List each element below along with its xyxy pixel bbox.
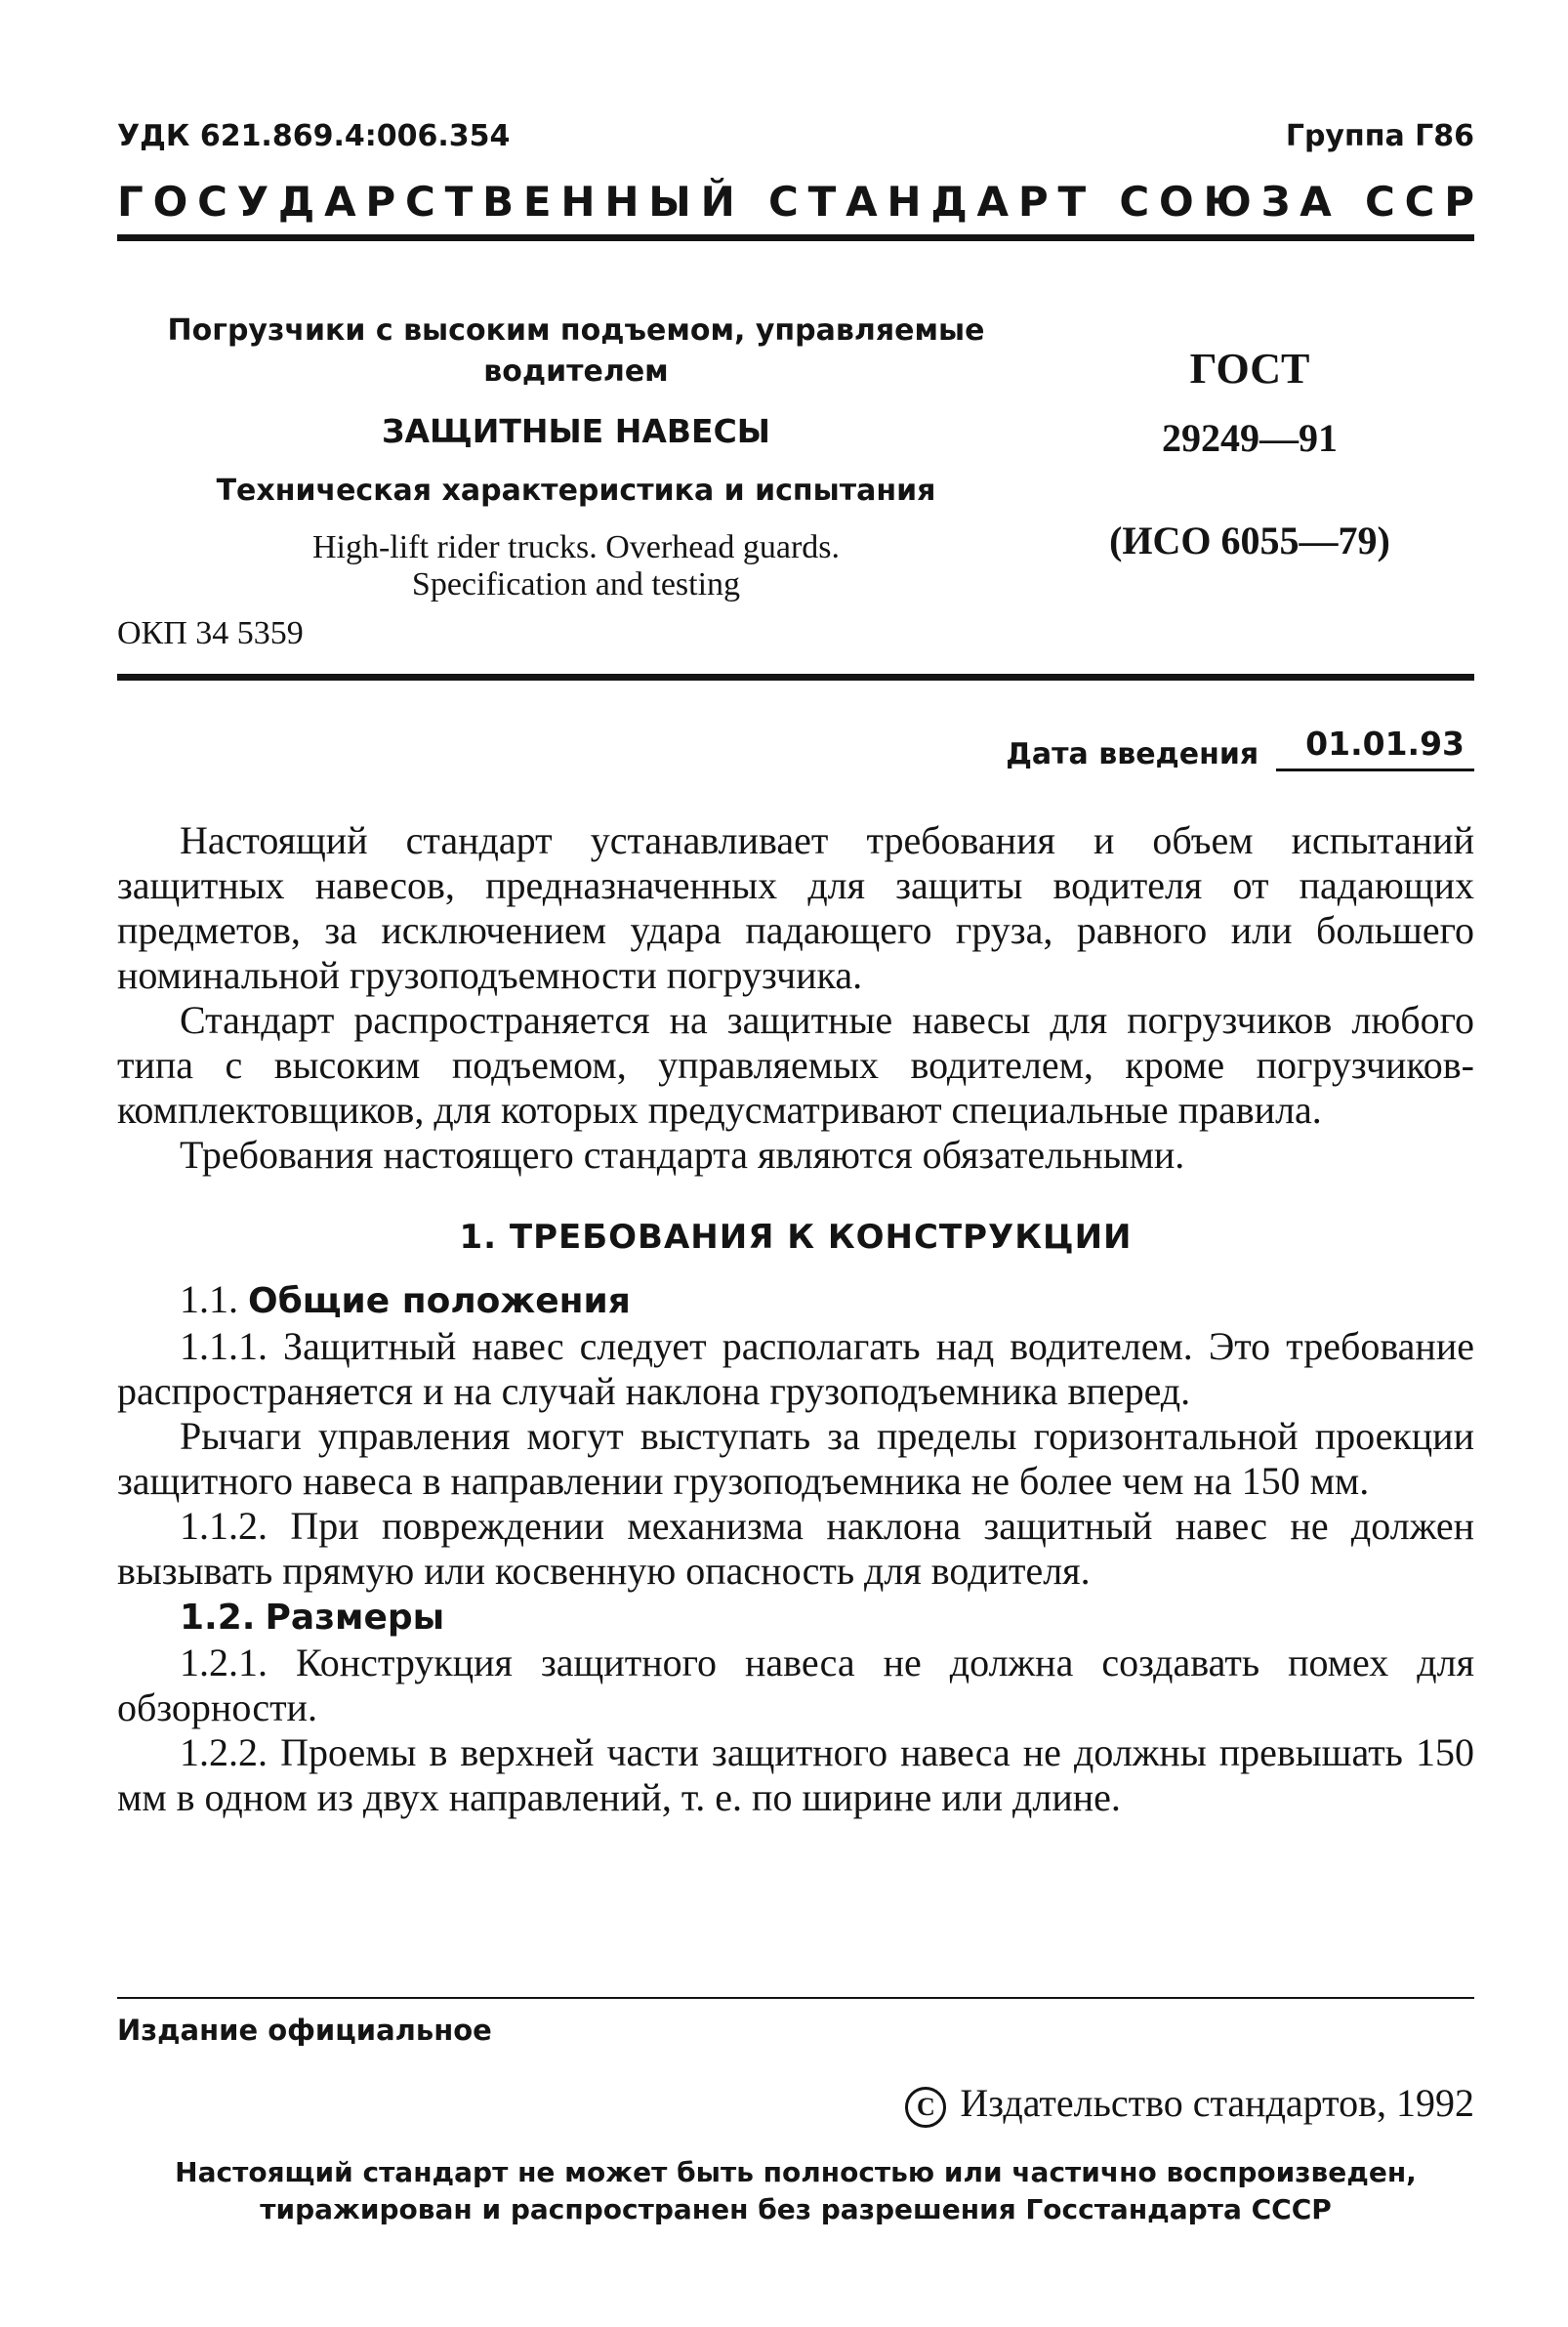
header-rule: [117, 234, 1474, 241]
group-code: Группа Г86: [1285, 119, 1474, 153]
edition-label: Издание официальное: [117, 2014, 492, 2047]
state-standard-letter: В: [482, 178, 515, 226]
state-standard-letter: Т: [807, 178, 837, 226]
state-standard-heading: [117, 178, 1474, 226]
subsection-heading-general: [117, 1277, 1474, 1324]
footer-rule: [117, 1997, 1474, 1999]
okp-code: ОКП 34 5359: [117, 615, 304, 651]
clause-1-1-1-continuation: Рычаги управления могут выступать за пределы горизонтальной проекции защитного навеса в направлении грузоподъемника не более чем на 150 мм.: [117, 1414, 1474, 1503]
copyright-icon: C: [905, 2087, 946, 2128]
state-standard-letter: [745, 178, 760, 226]
state-standard-letter: Й: [700, 178, 735, 226]
title-english-line-1: High-lift rider trucks. Overhead guards.: [311, 529, 841, 565]
title-line-1: Погрузчики с высоким подъемом, управляемые: [167, 313, 985, 348]
notice-line-2: тиражирован и распространен без разрешения Госстандарта СССР: [260, 2193, 1332, 2225]
title-block: [156, 311, 996, 603]
state-standard-letter: Т: [1057, 178, 1087, 226]
state-standard-letter: [1095, 178, 1110, 226]
state-standard-letter: А: [324, 178, 356, 226]
title-rule: [117, 674, 1474, 681]
document-body: [117, 818, 1474, 1820]
title-uppercase: ЗАЩИТНЫЕ НАВЕСЫ: [382, 412, 770, 450]
state-standard-letter: С: [1404, 178, 1435, 226]
clause-1-2-2: 1.2.2. Проемы в верхней части защитного навеса не должны превышать 150 мм в одном из двух направлений, т. е. по ширине или длине.: [117, 1730, 1474, 1819]
gost-number: 29249—91: [1162, 416, 1338, 460]
date-value: 01.01.93: [1276, 725, 1474, 771]
state-standard-letter: С: [1364, 178, 1395, 226]
title-line-2: водителем: [483, 354, 669, 389]
title-subtitle: Техническая характеристика и испытания: [216, 474, 936, 508]
state-standard-letter: С: [405, 178, 435, 226]
subsection-title: Размеры: [265, 1598, 445, 1638]
state-standard-letter: А: [976, 178, 1010, 226]
gost-block: [1084, 344, 1416, 563]
subsection-title: Общие положения: [248, 1281, 631, 1321]
state-standard-letter: Р: [1017, 178, 1049, 226]
title-english-line-2: Specification and testing: [411, 566, 741, 603]
state-standard-letter: Р: [365, 178, 396, 226]
gost-label: ГОСТ: [1189, 345, 1310, 393]
udk-code: УДК 621.869.4:006.354: [117, 119, 511, 153]
state-standard-letter: С: [197, 178, 227, 226]
clause-1-2-1: 1.2.1. Конструкция защитного навеса не должна создавать помех для обзорности.: [117, 1641, 1474, 1729]
state-standard-letter: О: [1158, 178, 1194, 226]
state-standard-letter: А: [846, 178, 878, 226]
introduction-date: [1006, 725, 1474, 771]
intro-paragraph-3: Требования настоящего стандарта являются обязательными.: [180, 1133, 1185, 1177]
state-standard-letter: Т: [444, 178, 474, 226]
state-standard-letter: Н: [887, 178, 922, 226]
state-standard-letter: С: [768, 178, 799, 226]
copyright-line: [905, 2080, 1474, 2128]
state-standard-letter: Е: [522, 178, 552, 226]
state-standard-letter: Г: [117, 178, 144, 226]
state-standard-letter: Ы: [648, 178, 691, 226]
state-standard-letter: С: [1119, 178, 1150, 226]
state-standard-letter: Р: [1444, 178, 1474, 226]
state-standard-letter: А: [1300, 178, 1332, 226]
state-standard-letter: О: [152, 178, 188, 226]
clause-1-1-2: 1.1.2. При повреждении механизма наклона защитный навес не должен вызывать прямую или косвенную опасность для водителя.: [117, 1504, 1474, 1593]
state-standard-letter: Н: [560, 178, 596, 226]
subsection-heading-dimensions: [117, 1594, 1474, 1641]
title-english: [156, 529, 996, 603]
reproduction-notice: [107, 2154, 1484, 2228]
title-russian: [156, 311, 996, 393]
state-standard-letter: [1341, 178, 1356, 226]
date-label: Дата введения: [1006, 737, 1259, 771]
iso-reference: (ИСО 6055—79): [1109, 519, 1390, 562]
notice-line-1: Настоящий стандарт не может быть полностью или частично воспроизведен,: [175, 2156, 1417, 2188]
intro-paragraph-2: Стандарт распространяется на защитные навесы для погрузчиков любого типа с высоким подъемом, управляемых водителем, кроме погрузчиков-комплектовщиков, для которых предусматривают специальные правила.: [117, 998, 1474, 1132]
subsection-number: 1.1.: [180, 1277, 238, 1321]
clause-1-1-1: 1.1.1. Защитный навес следует располагать над водителем. Это требование распространяется и на случай наклона грузоподъемника вперед.: [117, 1324, 1474, 1413]
copyright-text: Издательство стандартов, 1992: [960, 2081, 1474, 2125]
state-standard-letter: Д: [277, 178, 315, 226]
state-standard-letter: Ю: [1203, 178, 1252, 226]
state-standard-letter: У: [236, 178, 269, 226]
state-standard-letter: Д: [930, 178, 968, 226]
subsection-number: 1.2.: [180, 1598, 256, 1638]
section-title: 1. ТРЕБОВАНИЯ К КОНСТРУКЦИИ: [459, 1218, 1133, 1257]
state-standard-letter: Н: [604, 178, 640, 226]
state-standard-letter: З: [1260, 178, 1291, 226]
intro-paragraph-1: Настоящий стандарт устанавливает требования и объем испытаний защитных навесов, предназначенных для защиты водителя от падающих предметов, за исключением удара падающего груза, равного или большего номинальной грузоподъемности погрузчика.: [117, 818, 1474, 997]
